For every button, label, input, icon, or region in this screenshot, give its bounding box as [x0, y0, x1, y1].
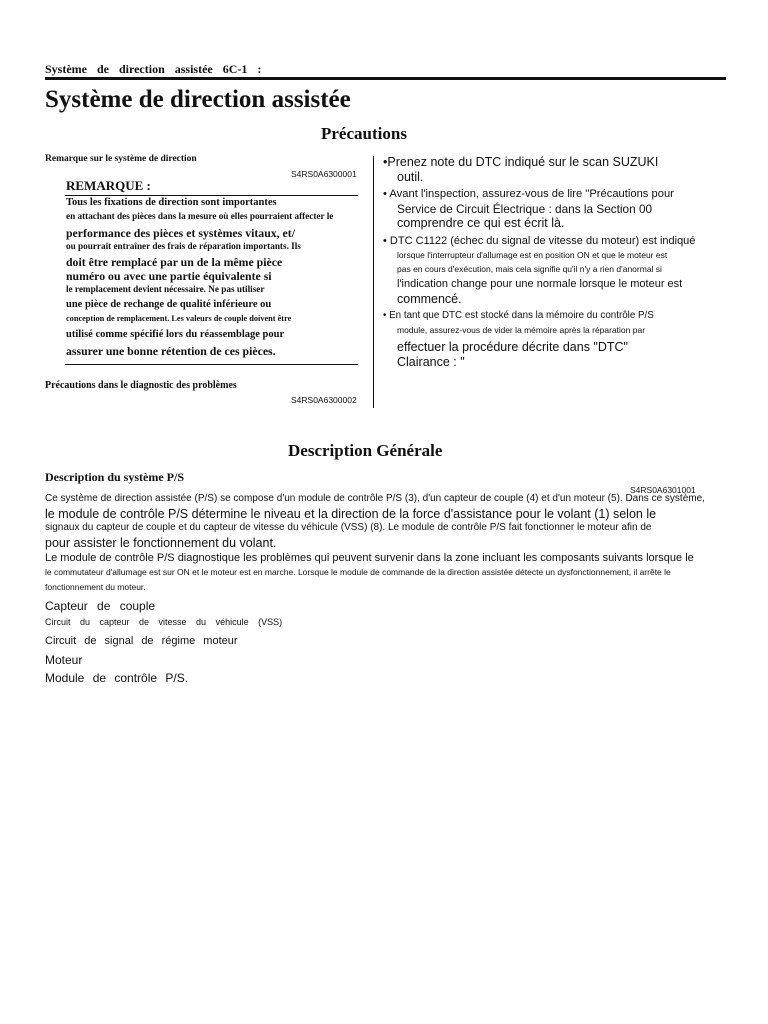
description-code: S4RS0A6301001 [630, 485, 696, 495]
note-top-rule [65, 195, 358, 196]
diag-heading: Précautions dans le diagnostic des problèmes [45, 380, 237, 391]
description-line: le module de contrôle P/S détermine le niveau et la direction de la force d'assistance pour le volant (1) selon le [45, 507, 657, 521]
remarque-line: conception de remplacement. Les valeurs de couple doivent être [66, 314, 292, 323]
description-line: pour assister le fonctionnement du volant. [45, 536, 277, 550]
remarque-line: utilisé comme spécifié lors du réassemblage pour [66, 329, 285, 340]
right-line: • Avant l'inspection, assurez-vous de lire "Précautions pour [383, 188, 674, 200]
description-line: le commutateur d'allumage est sur ON et le moteur est en marche. Lorsque le module de commande de la direction assistée détecte un dysfonctionnement, il arrête le [45, 567, 671, 577]
right-line: • En tant que DTC est stocké dans la mémoire du contrôle P/S [383, 310, 654, 321]
remarque-label: REMARQUE : [66, 178, 151, 193]
component-item: Circuit de signal de régime moteur [45, 635, 238, 647]
remarque-line: assurer une bonne rétention de ces pièces. [66, 344, 276, 358]
right-line: •Prenez note du DTC indiqué sur le scan SUZUKI [383, 155, 659, 169]
column-divider [373, 156, 374, 408]
right-line: Service de Circuit Électrique : dans la Section 00 [397, 202, 653, 216]
right-line: comprendre ce qui est écrit là. [397, 216, 565, 230]
right-line: l'indication change pour une normale lorsque le moteur est [397, 278, 683, 290]
description-subheading: Description du système P/S [45, 470, 184, 484]
right-line: Clairance : " [397, 355, 465, 369]
description-line: fonctionnement du moteur. [45, 582, 146, 592]
description-line: Le module de contrôle P/S diagnostique les problèmes qui peuvent survenir dans la zone incluant les composants suivants lorsque le [45, 552, 694, 564]
section-title-precautions: Précautions [321, 124, 407, 143]
remarque-line: en attachant des pièces dans la mesure où elles pourraient affecter le [66, 211, 334, 221]
header-rule [45, 77, 726, 80]
description-line: signaux du capteur de couple et du capteur de vitesse du véhicule (VSS) (8). Le module de contrôle P/S fait fonctionner le moteur afin de [45, 522, 652, 533]
component-item: Capteur de couple [45, 599, 156, 613]
remarque-line: Tous les fixations de direction sont importantes [66, 197, 277, 208]
right-line: module, assurez-vous de vider la mémoire après la réparation par [397, 325, 646, 335]
note-code: S4RS0A6300001 [291, 169, 357, 179]
section-title-description: Description Générale [288, 441, 443, 460]
remarque-line: performance des pièces et systèmes vitaux, et/ [66, 226, 295, 240]
note-bottom-rule [65, 364, 358, 365]
remarque-line: ou pourrait entraîner des frais de réparation importants. Ils [66, 241, 301, 251]
right-line: effectuer la procédure décrite dans "DTC" [397, 340, 628, 354]
right-line: lorsque l'interrupteur d'allumage est en position ON et que le moteur est [397, 250, 668, 260]
page-title: Système de direction assistée [45, 86, 351, 113]
remarque-line: le remplacement devient nécessaire. Ne pas utiliser [66, 284, 265, 294]
right-line: outil. [397, 170, 424, 184]
running-header: Système de direction assistée 6C-1 : [45, 62, 262, 76]
diag-code: S4RS0A6300002 [291, 395, 357, 405]
right-line: • DTC C1122 (échec du signal de vitesse du moteur) est indiqué [383, 235, 696, 247]
component-item: Moteur [45, 653, 83, 667]
component-item: Circuit du capteur de vitesse du véhicule (VSS) [45, 617, 283, 627]
right-line: pas en cours d'exécution, mais cela signifie qu'il n'y a rien d'anormal si [397, 264, 662, 274]
note-heading: Remarque sur le système de direction [45, 154, 197, 164]
remarque-line: une pièce de rechange de qualité inférieure ou [66, 299, 272, 310]
component-item: Module de contrôle P/S. [45, 671, 189, 685]
right-line: commencé. [397, 292, 462, 306]
remarque-line: doit être remplacé par un de la même pièce [66, 255, 283, 269]
description-line: Ce système de direction assistée (P/S) se compose d'un module de contrôle P/S (3), d'un capteur de couple (4) et d'un moteur (5). Dans ce système, [45, 493, 705, 504]
remarque-line: numéro ou avec une partie équivalente si [66, 269, 272, 283]
